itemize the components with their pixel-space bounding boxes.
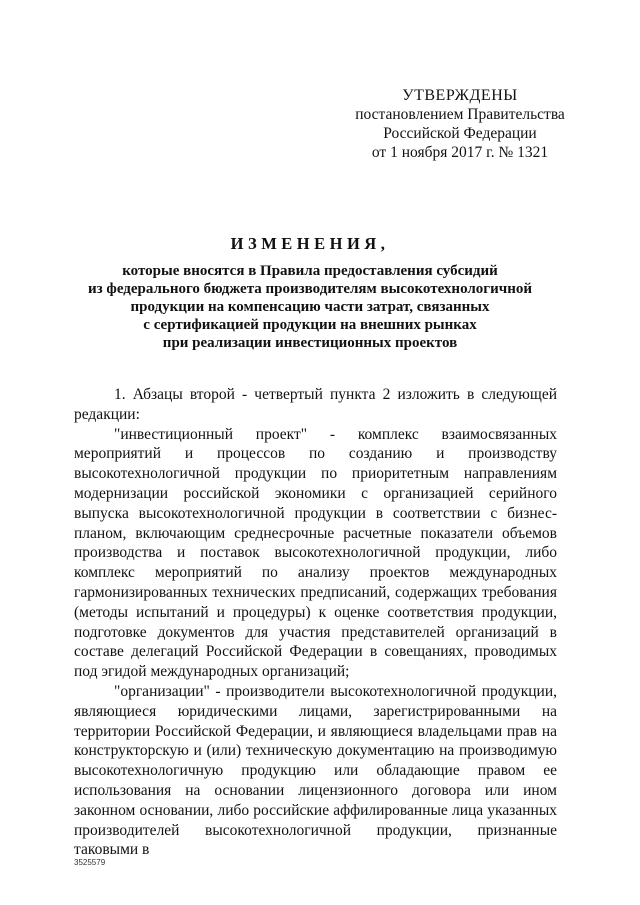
document-heading (60, 234, 560, 352)
approved-label: УТВЕРЖДЕНЫ (402, 87, 518, 104)
approval-line-1: постановлением Правительства (355, 106, 565, 123)
subtitle-line: при реализации инвестиционных проектов (162, 335, 458, 351)
approval-line-2: Российской Федерации (383, 125, 537, 142)
paragraph-item-1: 1. Абзацы второй - четвертый пункта 2 изложить в следующей редакции: (74, 386, 557, 423)
subtitle-line: продукции на компенсацию части затрат, связанных (130, 299, 490, 315)
approval-stamp (330, 86, 590, 162)
document-code: 3525579 (74, 858, 106, 867)
document-body (74, 385, 557, 860)
document-title: ИЗМЕНЕНИЯ, (230, 234, 390, 253)
paragraph-definition-investment-project: "инвестиционный проект" - комплекс взаимосвязанных мероприятий и процессов по созданию и производству высокотехнологичной продукции по приоритетным направлениям модернизации российской экономики с организацией серийного выпуска высокотехнологичной продукции в соответствии с бизнес-планом, включающим среднесрочные расчетные показатели объемов производства и поставок высокотехнологичной продукции, либо комплекс мероприятий по анализу проектов международных гармонизированных технических предписаний, содержащих требования (методы испытаний и процедуры) к оценке соответствия продукции, подготовке документов для участия представителей организаций в составе делегаций Российской Федерации в совещаниях, проводимых под эгидой международных организаций; (74, 425, 557, 681)
subtitle-line: из федерального бюджета производителям высокотехнологичной (88, 281, 532, 297)
approval-line-3: от 1 ноября 2017 г. № 1321 (371, 144, 549, 161)
subtitle-line: с сертификацией продукции на внешних рынках (143, 317, 477, 333)
paragraph-definition-organizations: "организации" - производители высокотехнологичной продукции, являющиеся юридическими лицами, зарегистрированными на территории Российской Федерации, и являющиеся владельцами прав на конструкторскую и (или) техническую документацию на производимую высокотехнологичную продукцию или обладающие правом ее использования на основании лицензионного договора или ином законном основании, либо российские аффилированные лица указанных производителей высокотехнологичной продукции, признанные таковыми в (74, 682, 557, 859)
subtitle-line: которые вносятся в Правила предоставления субсидий (122, 263, 498, 279)
